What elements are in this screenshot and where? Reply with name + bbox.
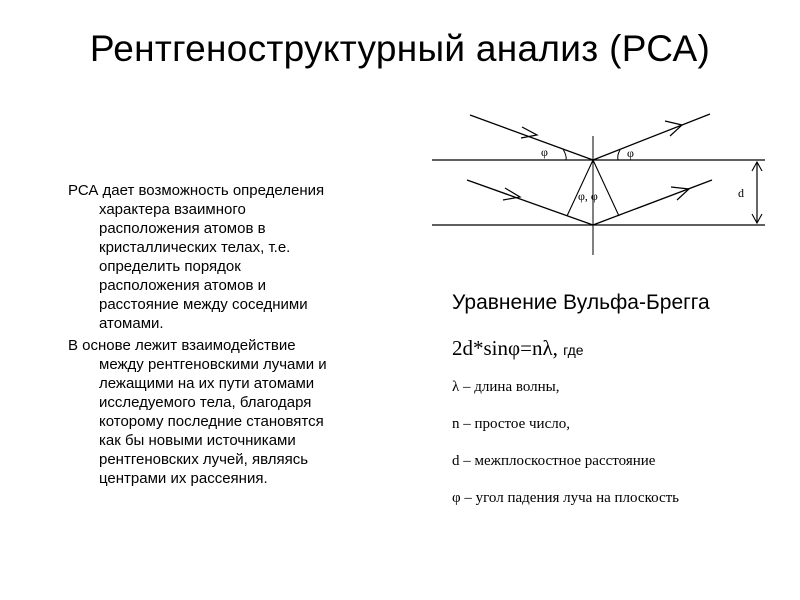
- upper-incident-ray: [470, 115, 593, 160]
- upper-reflected-ray: [593, 114, 710, 160]
- lower-incident-ray: [467, 180, 593, 225]
- phi-label-right: φ: [627, 146, 634, 160]
- description-line: рентгеновских лучей, являясь: [99, 451, 309, 468]
- description-line: определить порядок: [99, 258, 241, 275]
- legend-phi: φ – угол падения луча на плоскость: [452, 490, 680, 506]
- lower-reflected-ray: [593, 180, 712, 225]
- lower-reflected-arrowhead: [671, 187, 689, 200]
- description-line: расположения атомов и: [99, 277, 266, 294]
- path-difference-right: [593, 160, 619, 216]
- upper-incident-arrowhead: [521, 127, 537, 138]
- description-line: расположения атомов в: [99, 220, 266, 237]
- description-line: атомами.: [99, 315, 164, 332]
- equation-title: Уравнение Вульфа-Брегга: [452, 291, 710, 314]
- phi-label-left: φ: [541, 145, 548, 159]
- description-paragraph-2: [68, 336, 398, 488]
- description-line: между рентгеновскими лучами и: [99, 356, 327, 373]
- description-line: расстояние между соседними: [99, 296, 308, 313]
- legend-n: n – простое число,: [452, 416, 570, 432]
- description-line: РСА дает возможность определения: [68, 182, 325, 199]
- description-paragraph-1: [68, 181, 398, 333]
- description-line: как бы новыми источниками: [99, 432, 296, 449]
- formula-where: где: [563, 342, 584, 358]
- description-line: кристаллических телах, т.е.: [99, 239, 291, 256]
- description-line: которому последние становятся: [99, 413, 324, 430]
- description-line: лежащими на их пути атомами: [99, 375, 315, 392]
- legend-lambda: λ – длина волны,: [452, 379, 560, 395]
- description-line: исследуемого тела, благодаря: [99, 394, 312, 411]
- equation-formula: [452, 336, 584, 361]
- page-title: Рентгеноструктурный анализ (РСА): [89, 28, 711, 69]
- description-line: центрами их рассеяния.: [99, 470, 268, 487]
- phi-pair-label: φ, φ: [578, 189, 598, 203]
- description-text: [68, 181, 398, 491]
- path-difference-left: [567, 160, 593, 216]
- angle-arc-right: [618, 150, 620, 160]
- formula-text: 2d*sinφ=nλ,: [452, 336, 558, 360]
- spacing-d-label: d: [738, 186, 744, 200]
- description-line: характера взаимного: [99, 201, 246, 218]
- legend-d: d – межплоскостное расстояние: [452, 453, 656, 469]
- description-line: В основе лежит взаимодействие: [68, 337, 296, 354]
